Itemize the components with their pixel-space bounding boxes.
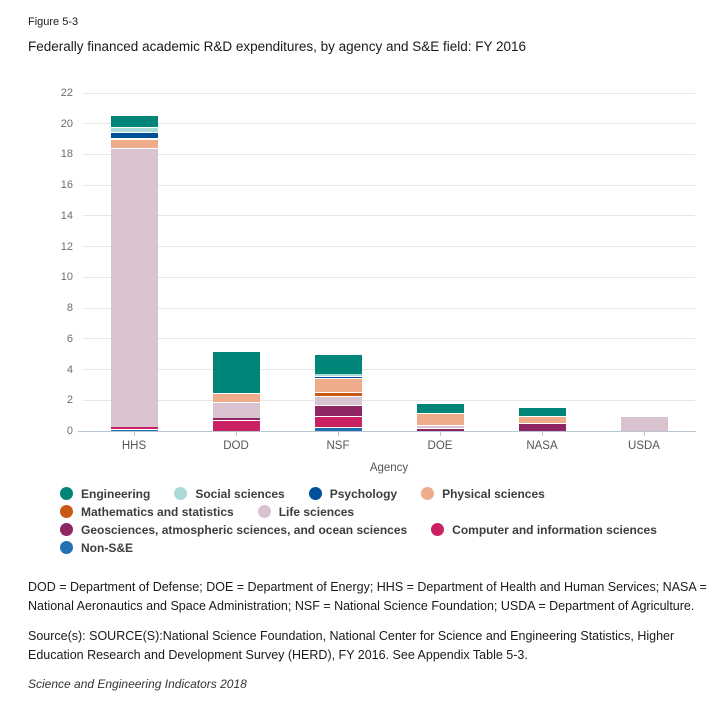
legend-swatch-computer-and-information-sciences (431, 523, 444, 536)
x-axis-line (78, 431, 696, 432)
x-tick-doe (440, 431, 441, 436)
legend-swatch-social-sciences (174, 487, 187, 500)
legend-item-psychology (309, 486, 397, 501)
bar-nsf-social-sciences (315, 374, 362, 376)
bar-hhs-physical-sciences (111, 140, 158, 149)
legend-swatch-psychology (309, 487, 322, 500)
y-tick-label-20: 20 (60, 117, 73, 130)
bar-doe-physical-sciences (417, 414, 464, 425)
gridline-16 (83, 185, 695, 186)
legend-swatch-non-s-e (60, 541, 73, 554)
bar-nsf-mathematics-and-statistics (315, 393, 362, 395)
x-tick-label-nsf: NSF (326, 440, 350, 452)
x-tick-label-dod: DOD (223, 440, 249, 452)
legend-swatch-geosciences-atmospheric-sciences-and-ocean-sciences (60, 523, 73, 536)
x-axis-title: Agency (369, 462, 409, 474)
legend-label-physical-sciences: Physical sciences (442, 486, 545, 501)
x-tick-dod (236, 431, 237, 436)
y-tick-label-0: 0 (66, 425, 73, 437)
legend-swatch-physical-sciences (421, 487, 434, 500)
y-tick-label-14: 14 (60, 209, 73, 222)
bar-nsf-engineering (315, 355, 362, 374)
gridline-10 (83, 277, 695, 278)
legend-label-engineering: Engineering (81, 486, 151, 501)
y-tick-label-6: 6 (66, 332, 73, 345)
gridline-2 (83, 400, 695, 401)
figure-label: Figure 5-3 (28, 16, 79, 28)
bar-doe-life-sciences (417, 426, 464, 428)
legend-item-life-sciences (258, 504, 354, 519)
bar-nsf-psychology (315, 377, 362, 379)
legend-swatch-mathematics-and-statistics (60, 505, 73, 518)
gridline-18 (83, 154, 695, 155)
x-tick-usda (644, 431, 645, 436)
legend-label-computer-and-information-sciences: Computer and information sciences (452, 522, 657, 537)
x-tick-label-doe: DOE (427, 440, 453, 452)
bar-hhs-social-sciences (111, 128, 158, 132)
bar-dod-computer-and-information-sciences (213, 421, 260, 431)
publication-footer: Science and Engineering Indicators 2018 (28, 677, 247, 691)
bar-hhs-computer-and-information-sciences (111, 427, 158, 429)
legend-label-geosciences-atmospheric-sciences-and-ocean-sciences: Geosciences, atmospheric sciences, and ocean sciences (81, 522, 408, 537)
bar-nsf-life-sciences (315, 397, 362, 406)
x-tick-label-usda: USDA (628, 440, 660, 452)
gridline-6 (83, 338, 695, 339)
y-tick-label-12: 12 (60, 240, 73, 253)
chart-legend (60, 486, 710, 555)
x-tick-nasa (542, 431, 543, 436)
gridline-14 (83, 215, 695, 216)
bar-nasa-geosciences-atmospheric-sciences-and-ocean-sciences (519, 424, 566, 431)
bar-dod-engineering (213, 352, 260, 393)
y-tick-label-10: 10 (60, 271, 73, 284)
legend-swatch-engineering (60, 487, 73, 500)
y-tick-label-22: 22 (60, 87, 73, 99)
legend-label-life-sciences: Life sciences (278, 504, 355, 519)
gridline-4 (83, 369, 695, 370)
legend-item-engineering (60, 486, 150, 501)
bar-hhs-engineering (111, 116, 158, 127)
y-tick-label-4: 4 (66, 363, 73, 376)
bar-dod-physical-sciences (213, 394, 260, 403)
x-tick-nsf (338, 431, 339, 436)
legend-item-social-sciences (174, 486, 284, 501)
plot-area (60, 87, 695, 474)
x-tick-hhs (134, 431, 135, 436)
abbreviation-note: DOD = Department of Defense; DOE = Department of Energy; HHS = Department of Health and Human Services; NASA = National Aeronautics and Space Administration; NSF = National Science Foundation; USDA = Department of Agriculture. (28, 580, 707, 613)
legend-swatch-life-sciences (258, 505, 271, 518)
legend-item-physical-sciences (421, 486, 545, 501)
gridline-22 (83, 93, 695, 94)
bar-dod-geosciences-atmospheric-sciences-and-ocean-sciences (213, 418, 260, 420)
bar-hhs-psychology (111, 133, 158, 139)
bar-dod-life-sciences (213, 403, 260, 417)
bar-nsf-computer-and-information-sciences (315, 417, 362, 426)
bar-nsf-physical-sciences (315, 379, 362, 392)
bar-nasa-physical-sciences (519, 417, 566, 422)
x-tick-label-hhs: HHS (121, 440, 147, 452)
source-note: Source(s): SOURCE(S):National Science Foundation, National Center for Science and Engineering Statistics, Higher Education Research and Development Survey (HERD), FY 2016. See Appendix Table 5-3. (28, 629, 675, 662)
y-tick-label-18: 18 (60, 148, 73, 161)
y-tick-label-8: 8 (66, 302, 73, 315)
legend-item-computer-and-information-sciences (431, 522, 657, 537)
legend-label-psychology: Psychology (329, 486, 398, 501)
x-tick-label-nasa: NASA (526, 440, 558, 452)
bar-nasa-engineering (519, 408, 566, 416)
y-tick-label-2: 2 (66, 394, 73, 407)
bar-doe-engineering (417, 404, 464, 413)
legend-label-non-s-e: Non-S&E (81, 540, 133, 555)
legend-item-non-s-e (60, 540, 133, 555)
y-tick-label-16: 16 (60, 179, 73, 192)
gridline-12 (83, 246, 695, 247)
legend-item-mathematics-and-statistics (60, 504, 234, 519)
legend-item-geosciences-atmospheric-sciences-and-ocean-sciences (60, 522, 407, 537)
legend-label-social-sciences: Social sciences (195, 486, 285, 501)
chart-title: Federally financed academic R&D expenditures, by agency and S&E field: FY 2016 (28, 39, 527, 54)
bar-nsf-geosciences-atmospheric-sciences-and-ocean-sciences (315, 406, 362, 416)
gridline-8 (83, 308, 695, 309)
legend-label-mathematics-and-statistics: Mathematics and statistics (81, 504, 234, 519)
bar-hhs-life-sciences (111, 149, 158, 427)
gridline-20 (83, 123, 695, 124)
bar-usda-life-sciences (621, 417, 668, 431)
